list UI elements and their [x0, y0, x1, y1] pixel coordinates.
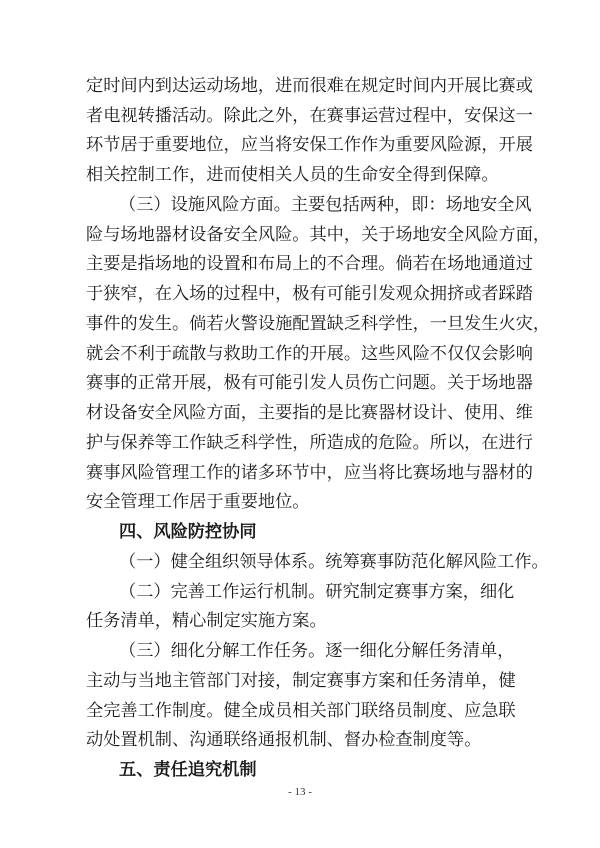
line-text: 于狭窄，在入场的过程中，极有可能引发观众拥挤或者踩踏	[86, 284, 533, 305]
line-text: 动处置机制、沟通联络通报机制、督办检查制度等。	[86, 730, 482, 751]
line-text: 主要是指场地的设置和布局上的不合理。倘若在场地通道过	[86, 254, 533, 275]
line-text: 赛事的正常开展，极有可能引发人员伤亡问题。关于场地器	[86, 373, 533, 394]
line-text: 主动与当地主管部门对接，制定赛事方案和任务清单，健	[86, 670, 516, 691]
line-text: 险与场地器材设备安全风险。其中，关于场地安全风险方面，	[86, 224, 551, 245]
line-text: 者电视转播活动。除此之外，在赛事运营过程中，安保这一	[86, 105, 533, 126]
line-text: 相关控制工作，进而使相关人员的生命安全得到保障。	[86, 165, 499, 186]
line-text: 事件的发生。倘若火警设施配置缺乏科学性，一旦发生火灾，	[86, 313, 551, 334]
line-text: 材设备安全风险方面，主要指的是比赛器材设计、使用、维	[86, 403, 533, 424]
line-text: 环节居于重要地位，应当将安保工作作为重要风险源，开展	[86, 135, 533, 156]
line-text: 就会不利于疏散与救助工作的开展。这些风险不仅仅会影响	[86, 343, 533, 364]
line-text: 任务清单，精心制定实施方案。	[86, 611, 327, 632]
line-text: 定时间内到达运动场地，进而很难在规定时间内开展比赛或	[86, 76, 533, 96]
line-text: （三）设施风险方面。主要包括两种，即：场地安全风	[119, 194, 532, 215]
line-text: 安全管理工作居于重要地位。	[86, 492, 310, 513]
line-text: 护与保养等工作缺乏科学性，所造成的危险。所以，在进行	[86, 432, 533, 453]
section-heading	[0, 752, 600, 789]
line-text: （三）细化分解工作任务。逐一细化分解任务清单，	[119, 641, 515, 662]
line-text: 四、风险防控协同	[119, 522, 257, 543]
line-text: （一）健全组织领导体系。统筹赛事防范化解风险工作。	[119, 551, 549, 572]
line-text: 全完善工作制度。健全成员相关部门联络员制度、应急联	[86, 700, 516, 721]
page-number: - 13 -	[288, 786, 312, 798]
line-text: 赛事风险管理工作的诸多环节中，应当将比赛场地与器材的	[86, 462, 533, 483]
line-text: （二）完善工作运行机制。研究制定赛事方案，细化	[119, 581, 515, 602]
line-text: 五、责任追究机制	[119, 760, 257, 780]
